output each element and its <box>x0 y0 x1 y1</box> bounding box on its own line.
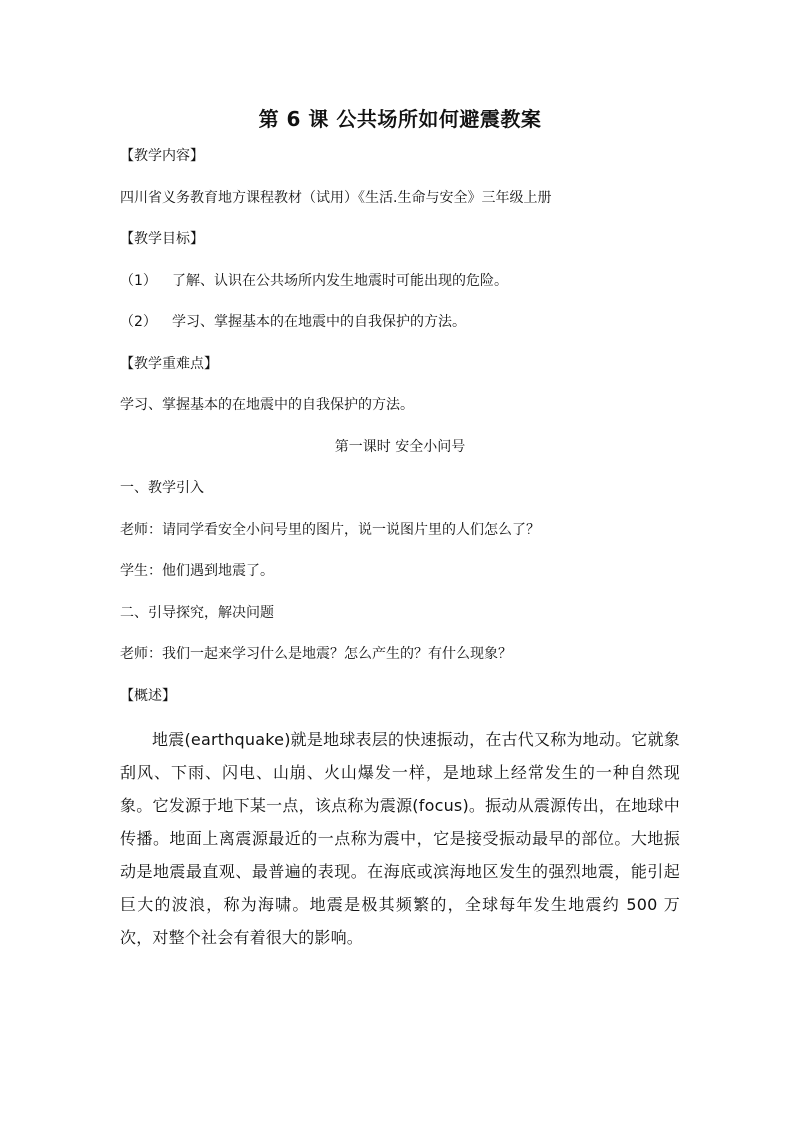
content-text: 四川省义务教育地方课程教材（试用）《生活.生命与安全》三年级上册 <box>120 189 552 206</box>
section-heading-keypoints: 【教学重难点】 <box>120 355 218 372</box>
teacher-line: 老师：我们一起来学习什么是地震？怎么产生的？有什么现象？ <box>120 646 512 662</box>
student-line: 学生：他们遇到地震了。 <box>120 563 274 579</box>
keypoints-text: 学习、掌握基本的在地震中的自我保护的方法。 <box>120 397 414 413</box>
goal-item <box>120 312 680 332</box>
overview-text: 地震(earthquake)就是地球表层的快速振动，在古代又称为地动。它就象刮风、下雨、闪电、山崩、火山爆发一样，是地球上经常发生的一种自然现象。它发源于地下某一点，该点称为震源(focus)。振动从震源传出，在地球中传播。地面上离震源最近的一点称为震中，它是接受振动最早的部位。大地振动是地震最直观、最普遍的表现。在海底或滨海地区发生的强烈地震，能引起巨大的波浪，称为海啸。地震是极其频繁的，全球每年发生地震约 500 万次，对整个社会有着很大的影响。 <box>120 730 680 947</box>
goal-text: 了解、认识在公共场所内发生地震时可能出现的危险。 <box>172 272 508 289</box>
section-heading-content: 【教学内容】 <box>120 148 204 164</box>
teacher-line: 老师：请同学看安全小问号里的图片，说一说图片里的人们怎么了？ <box>120 521 540 538</box>
part1-heading: 一、教学引入 <box>120 480 204 496</box>
overview-paragraph <box>120 723 680 954</box>
goal-item <box>120 271 680 291</box>
goal-number: （1） <box>120 272 157 289</box>
goal-text: 学习、掌握基本的在地震中的自我保护的方法。 <box>172 314 466 330</box>
section-heading-overview: 【概述】 <box>120 687 176 704</box>
section-heading-goals: 【教学目标】 <box>120 231 204 247</box>
document-title: 第 6 课 公共场所如何避震教案 <box>258 107 542 131</box>
document-body <box>120 104 680 954</box>
lesson-title: 第一课时 安全小问号 <box>334 438 466 455</box>
goal-number: （2） <box>120 314 157 330</box>
part2-heading: 二、引导探究，解决问题 <box>120 604 274 621</box>
